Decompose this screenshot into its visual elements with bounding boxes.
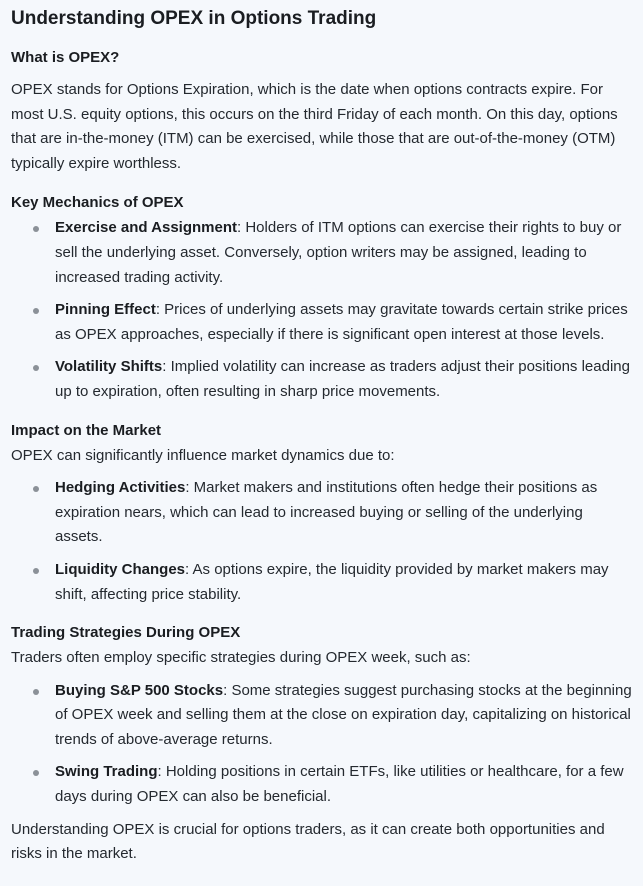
list-item [11, 355, 632, 404]
section-heading-strategies: Trading Strategies During OPEX [11, 624, 241, 642]
list-item-term: Hedging Activities [55, 479, 186, 497]
list-item-desc: : Holding positions in certain ETFs, like utilities or healthcare, for a few days during OPEX can also be beneficial. [55, 763, 624, 806]
list-item-desc: : Some strategies suggest purchasing stocks at the beginning of OPEX week and selling them at the close on expiration day, capitalizing on historical trends of above-average returns. [55, 681, 632, 748]
section-heading-impact: Impact on the Market [11, 421, 162, 439]
list-item [11, 760, 632, 809]
list-item-desc: : Holders of ITM options can exercise their rights to buy or sell the underlying asset. Conversely, option writers may be assigned, leading to increased trading activity. [55, 219, 622, 286]
paragraph-conclusion: Understanding OPEX is crucial for options traders, as it can create both opportunities and risks in the market. [11, 820, 605, 863]
paragraph-impact-intro: OPEX can significantly influence market dynamics due to: [11, 446, 395, 464]
list-key-mechanics [11, 216, 632, 404]
list-item-desc: : Prices of underlying assets may gravitate towards certain strike prices as OPEX approaches, especially if there is significant open interest at those levels. [55, 301, 628, 343]
list-item [11, 298, 632, 347]
list-item [11, 558, 632, 607]
list-item [11, 216, 632, 290]
list-item-term: Liquidity Changes [55, 560, 186, 578]
list-item [11, 679, 632, 753]
list-item-term: Volatility Shifts [55, 358, 163, 376]
list-strategies [11, 679, 632, 810]
list-item-term: Pinning Effect [55, 301, 156, 319]
paragraph-what-is-opex: OPEX stands for Options Expiration, which is the date when options contracts expire. For most U.S. equity options, this occurs on the third Friday of each month. On this day, options that are in-the-money (ITM) can be exercised, while those that are out-of-the-money (OTM) typically expire worthless. [11, 81, 618, 172]
list-item-term: Exercise and Assignment [55, 219, 238, 237]
list-item-term: Swing Trading [55, 763, 158, 781]
list-item [11, 476, 632, 550]
page-title: Understanding OPEX in Options Trading [11, 8, 377, 29]
list-item-desc: : Implied volatility can increase as traders adjust their positions leading up to expiration, often resulting in sharp price movements. [55, 358, 630, 400]
section-heading-what-is-opex: What is OPEX? [11, 49, 120, 66]
list-impact [11, 476, 632, 607]
list-item-desc: : Market makers and institutions often hedge their positions as expiration nears, which can lead to increased buying or selling of the underlying assets. [55, 479, 598, 546]
list-item-term: Buying S&P 500 Stocks [55, 681, 224, 699]
list-item-desc: : As options expire, the liquidity provided by market makers may shift, affecting price stability. [55, 560, 609, 603]
paragraph-strategies-intro: Traders often employ specific strategies during OPEX week, such as: [11, 649, 471, 667]
section-heading-key-mechanics: Key Mechanics of OPEX [11, 194, 184, 212]
